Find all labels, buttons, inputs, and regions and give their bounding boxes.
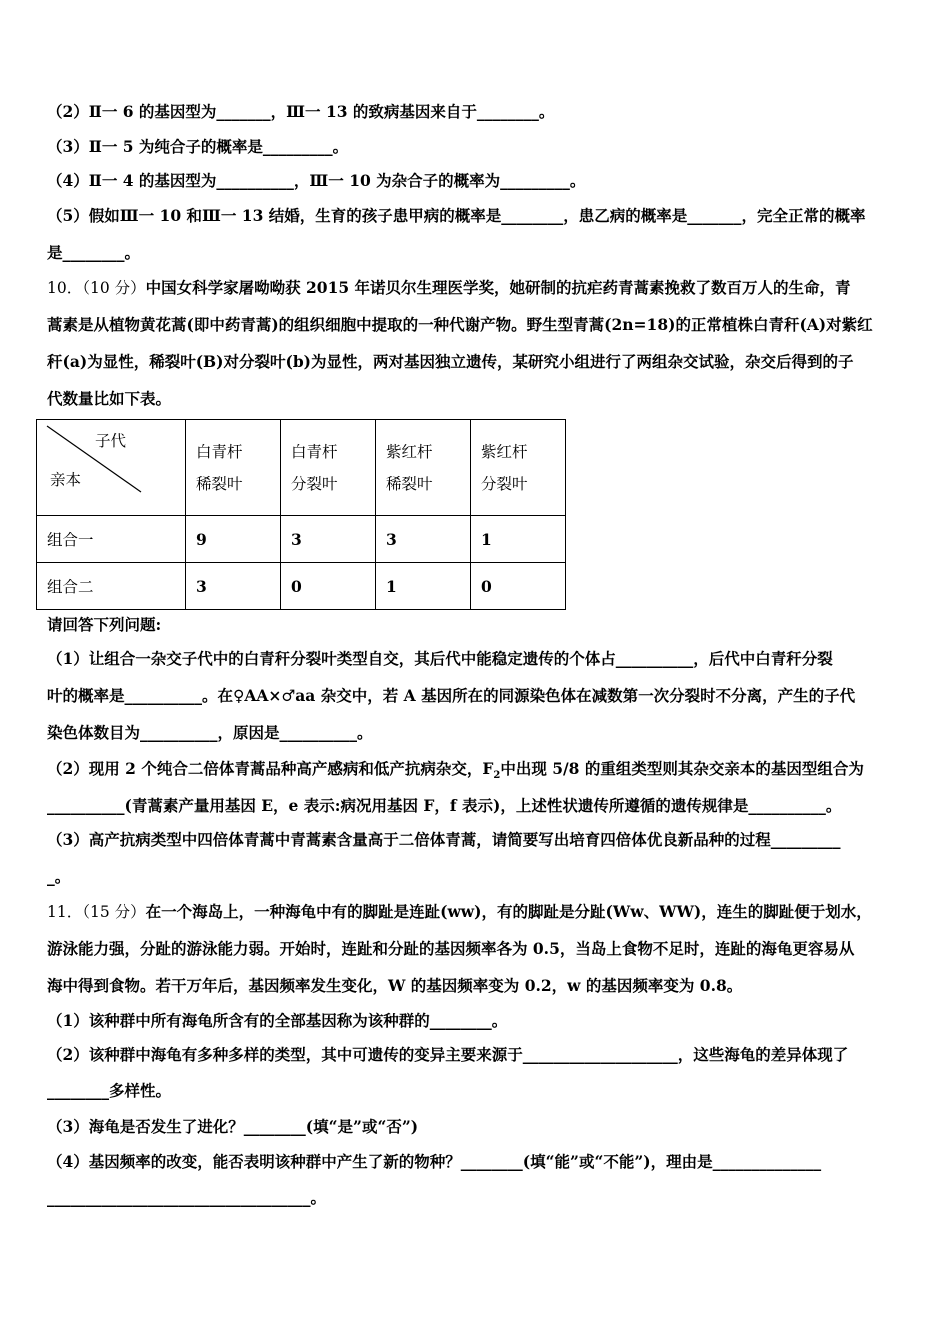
table-header-row (37, 420, 566, 516)
q11-number: 11．（15 分） (47, 903, 146, 921)
table-row (37, 563, 566, 610)
q10-part3-line1: （3）高产抗病类型中四倍体青蒿中青蒿素含量高于二倍体青蒿，请简要写出培育四倍体优良新品种的过程_________ (47, 830, 841, 849)
q10-part2-line2: __________(青蒿素产量用基因 E，e 表示:病况用基因 F，f 表示)，上述性状遗传所遵循的遗传规律是__________。 (47, 796, 842, 815)
q11-intro-line2: 游泳能力强，分趾的游泳能力弱。开始时，连趾和分趾的基因频率各为 0.5，当岛上食物不足时，连趾的海龟更容易从 (47, 939, 855, 958)
q10-intro-line3: 秆(a)为显性，稀裂叶(B)对分裂叶(b)为显性，两对基因独立遗传，某研究小组进行了两组杂交试验，杂交后得到的子 (47, 352, 854, 371)
table-cell: 9 (186, 516, 281, 563)
q9-part3: （3）Ⅱ一 5 为纯合子的概率是_________。 (47, 137, 349, 156)
q11-intro-line3: 海中得到食物。若干万年后，基因频率发生变化，W 的基因频率变为 0.2，w 的基因频率变为 0.8。 (47, 976, 743, 995)
column-header: 白青杆 分裂叶 (281, 420, 376, 516)
corner-label-parents: 亲本 (50, 471, 82, 489)
row-label: 组合二 (37, 563, 186, 610)
row-label: 组合一 (37, 516, 186, 563)
q9-part2: （2）Ⅱ一 6 的基因型为_______，Ⅲ一 13 的致病基因来自于________。 (47, 102, 555, 121)
q9-part5-line2: 是________。 (47, 243, 141, 262)
table-cell: 1 (376, 563, 471, 610)
q9-part5-line1: （5）假如Ⅲ一 10 和Ⅲ一 13 结婚，生育的孩子患甲病的概率是________，患乙病的概率是_______，完全正常的概率 (47, 206, 866, 225)
q10-number: 10．（10 分） (47, 279, 146, 297)
q10-part2-line1: （2）现用 2 个纯合二倍体青蒿品种高产感病和低产抗病杂交，$F_2$中出现 5/8 的重组类型则其杂交亲本的基因型组合为 (47, 759, 864, 782)
q10-part1-line1: （1）让组合一杂交子代中的白青秆分裂叶类型自交，其后代中能稳定遗传的个体占__________，后代中白青秆分裂 (47, 649, 833, 668)
q11-part4-line2: __________________________________。 (47, 1188, 327, 1207)
q11-part2-line2: ________多样性。 (47, 1081, 172, 1100)
q10-intro-line2: 蒿素是从植物黄花蒿(即中药青蒿)的组织细胞中提取的一种代谢产物。野生型青蒿(2n=18)的正常植株白青秆(A)对紫红 (47, 315, 873, 334)
q11-intro-line1: 11．（15 分）在一个海岛上，一种海龟中有的脚趾是连趾(ww)，有的脚趾是分趾(Ww、WW)，连生的脚趾便于划水， (47, 902, 872, 921)
corner-label-offspring: 子代 (95, 432, 127, 450)
q11-part2-line1: （2）该种群中海龟有多种多样的类型，其中可遗传的变异主要来源于____________________，这些海龟的差异体现了 (47, 1045, 849, 1064)
q10-intro-line4: 代数量比如下表。 (47, 389, 172, 408)
q10-prompt: 请回答下列问题: (47, 615, 162, 634)
table-corner-cell (37, 420, 186, 516)
column-header: 紫红杆 稀裂叶 (376, 420, 471, 516)
q11-part1: （1）该种群中所有海龟所含有的全部基因称为该种群的________。 (47, 1011, 508, 1030)
q10-intro-line1: 10．（10 分）中国女科学家屠呦呦获 2015 年诺贝尔生理医学奖，她研制的抗疟药青蒿素挽救了数百万人的生命，青 (47, 278, 851, 297)
q11-part3: （3）海龟是否发生了进化？________(填“是”或“否”) (47, 1117, 419, 1136)
q10-part3-line2: _。 (47, 867, 71, 886)
table-cell: 3 (281, 516, 376, 563)
table-cell: 0 (471, 563, 566, 610)
table-cell: 0 (281, 563, 376, 610)
q11-part4-line1: （4）基因频率的改变，能否表明该种群中产生了新的物种？________(填“能”或“不能”)，理由是______________ (47, 1152, 822, 1171)
q10-part1-line2: 叶的概率是__________。在♀AA×♂aa 杂交中，若 A 基因所在的同源染色体在减数第一次分裂时不分离，产生的子代 (47, 686, 856, 705)
table-cell: 3 (186, 563, 281, 610)
table-cell: 3 (376, 516, 471, 563)
q10-part1-line3: 染色体数目为__________，原因是__________。 (47, 723, 373, 742)
column-header: 紫红杆 分裂叶 (471, 420, 566, 516)
offspring-ratio-table (36, 419, 566, 610)
column-header: 白青杆 稀裂叶 (186, 420, 281, 516)
table-cell: 1 (471, 516, 566, 563)
q9-part4: （4）Ⅱ一 4 的基因型为__________，Ⅲ一 10 为杂合子的概率为_________。 (47, 171, 586, 190)
table-row (37, 516, 566, 563)
